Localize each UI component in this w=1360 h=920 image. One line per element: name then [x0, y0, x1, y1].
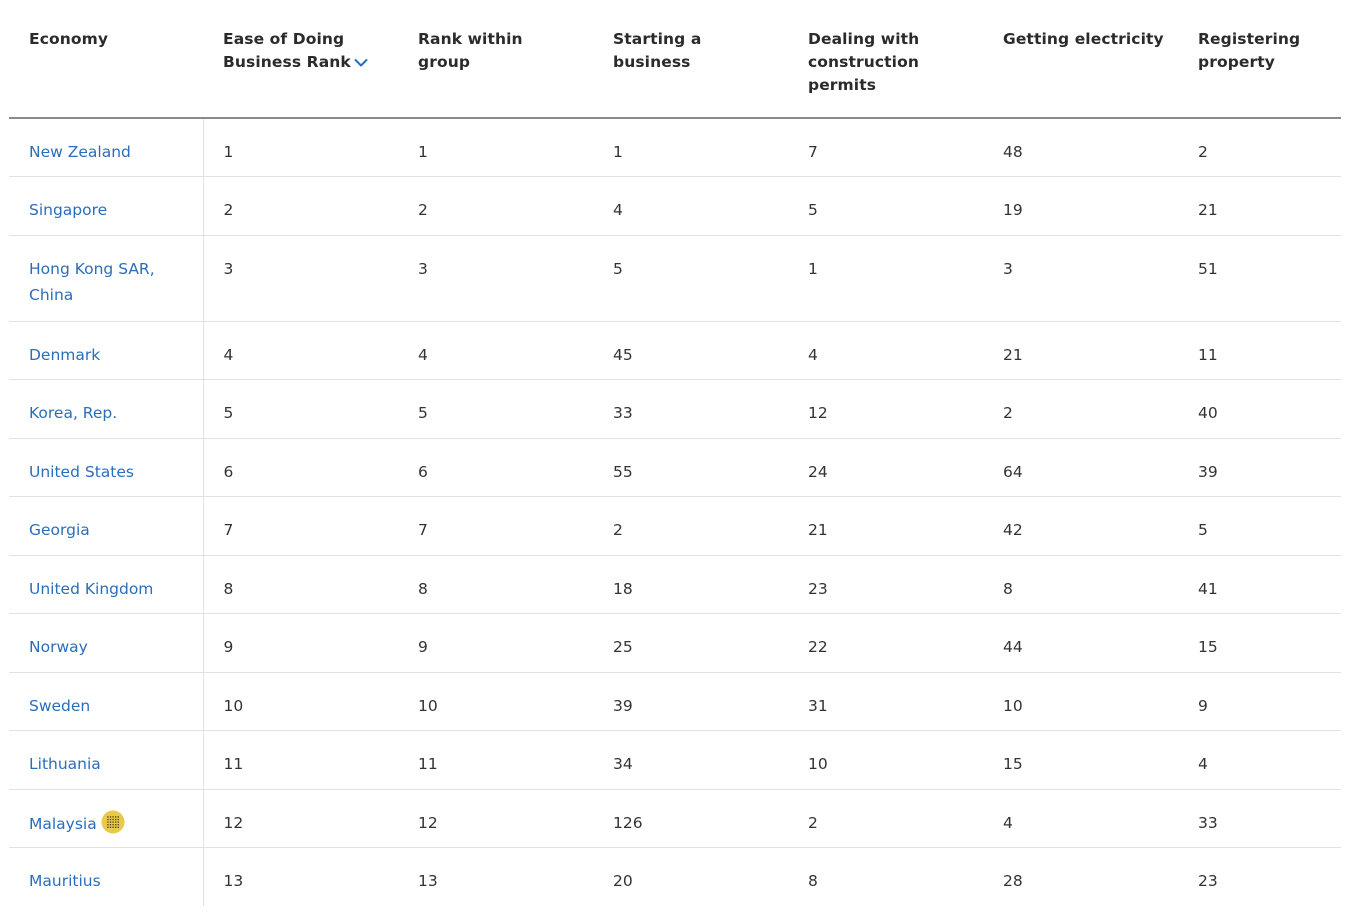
economy-link[interactable]: Singapore — [29, 201, 108, 219]
economy-cell — [9, 438, 203, 497]
rankings-table — [9, 0, 1341, 906]
value-cell: 64 — [983, 438, 1178, 497]
value-cell: 2 — [788, 789, 983, 848]
value-cell: 44 — [983, 614, 1178, 673]
economy-link[interactable]: Sweden — [29, 696, 91, 715]
header-dealing-with-construction-permits[interactable] — [788, 0, 983, 118]
table-row — [9, 118, 1341, 177]
value-cell: 2 — [398, 177, 593, 236]
value-cell: 9 — [203, 614, 398, 673]
economy-cell — [9, 789, 203, 848]
header-label-line: Ease of Doing — [223, 30, 345, 48]
value-cell: 4 — [203, 321, 398, 380]
value-cell: 42 — [983, 497, 1178, 556]
reform-badge-icon[interactable] — [101, 810, 125, 834]
chevron-down-icon[interactable] — [354, 58, 368, 68]
value-cell: 40 — [1178, 380, 1341, 439]
value-cell: 9 — [398, 614, 593, 673]
value-cell: 55 — [593, 438, 788, 497]
value-cell: 10 — [788, 731, 983, 790]
value-cell: 12 — [203, 789, 398, 848]
economy-cell — [9, 177, 203, 236]
table-row — [9, 380, 1341, 439]
header-label-line: Dealing with — [808, 30, 920, 48]
table-row — [9, 614, 1341, 673]
header-label-line: business — [613, 53, 691, 71]
economy-link[interactable]: United States — [29, 462, 134, 481]
table-header-row — [9, 0, 1341, 118]
economy-cell — [9, 848, 203, 907]
value-cell: 11 — [1178, 321, 1341, 380]
value-cell: 7 — [398, 497, 593, 556]
value-cell: 51 — [1178, 235, 1341, 321]
value-cell: 28 — [1003, 872, 1023, 890]
header-rank-within-group[interactable] — [398, 0, 593, 118]
table-row — [9, 848, 1341, 907]
economy-link[interactable]: United Kingdom — [29, 579, 154, 598]
value-cell: 126 — [593, 789, 788, 848]
value-cell: 11 — [398, 731, 593, 790]
table-row — [9, 731, 1341, 790]
header-starting-a-business[interactable] — [593, 0, 788, 118]
table-row — [9, 438, 1341, 497]
header-label-line: permits — [808, 76, 877, 94]
value-cell: 2 — [1178, 118, 1341, 177]
value-cell: 33 — [1178, 789, 1341, 848]
sort-button[interactable] — [223, 30, 368, 71]
value-cell: 25 — [593, 614, 788, 673]
value-cell: 8 — [808, 872, 818, 890]
value-cell: 10 — [983, 672, 1178, 731]
value-cell: 12 — [788, 380, 983, 439]
value-cell: 13 — [418, 872, 438, 890]
value-cell: 6 — [203, 438, 398, 497]
value-cell: 11 — [203, 731, 398, 790]
economy-link[interactable]: Malaysia — [29, 814, 97, 833]
value-cell: 3 — [983, 235, 1178, 321]
value-cell: 15 — [983, 731, 1178, 790]
header-label-line: Starting a — [613, 30, 702, 48]
value-cell: 23 — [1198, 872, 1218, 890]
value-cell: 4 — [398, 321, 593, 380]
value-cell: 7 — [788, 118, 983, 177]
value-cell: 8 — [203, 555, 398, 614]
economy-link[interactable]: Hong Kong SAR, China — [29, 259, 155, 304]
value-cell: 15 — [1178, 614, 1341, 673]
value-cell: 1 — [593, 118, 788, 177]
header-label-line: property — [1198, 53, 1275, 71]
value-cell: 5 — [1178, 497, 1341, 556]
value-cell: 4 — [1178, 731, 1341, 790]
value-cell: 33 — [593, 380, 788, 439]
header-label-line: Registering — [1198, 30, 1301, 48]
value-cell: 10 — [398, 672, 593, 731]
value-cell: 4 — [593, 177, 788, 236]
economy-link[interactable]: Mauritius — [29, 872, 101, 890]
value-cell: 1 — [398, 118, 593, 177]
value-cell: 10 — [203, 672, 398, 731]
value-cell: 3 — [398, 235, 593, 321]
value-cell: 4 — [983, 789, 1178, 848]
value-cell: 9 — [1178, 672, 1341, 731]
header-label-line: group — [418, 53, 471, 71]
table-row — [9, 555, 1341, 614]
value-cell: 34 — [593, 731, 788, 790]
header-label-line: Rank within — [418, 30, 523, 48]
value-cell: 23 — [788, 555, 983, 614]
value-cell: 24 — [788, 438, 983, 497]
value-cell: 3 — [203, 235, 398, 321]
economy-link[interactable]: New Zealand — [29, 143, 131, 161]
header-registering-property[interactable] — [1178, 0, 1341, 118]
table-row — [9, 321, 1341, 380]
value-cell: 39 — [1178, 438, 1341, 497]
value-cell: 18 — [593, 555, 788, 614]
value-cell: 5 — [593, 235, 788, 321]
value-cell: 20 — [613, 872, 633, 890]
economy-link[interactable]: Norway — [29, 638, 88, 656]
economy-cell — [9, 555, 203, 614]
header-ease-of-doing-business-rank[interactable] — [203, 0, 398, 118]
value-cell: 7 — [203, 497, 398, 556]
value-cell: 13 — [223, 872, 244, 890]
header-label-line: Business Rank — [223, 53, 351, 71]
value-cell: 21 — [788, 497, 983, 556]
economy-link[interactable]: Korea, Rep. — [29, 404, 118, 422]
economy-cell — [9, 321, 203, 380]
economy-link[interactable]: Georgia — [29, 521, 90, 539]
header-label-line: construction — [808, 53, 919, 71]
value-cell: 1 — [203, 118, 398, 177]
economy-cell — [9, 731, 203, 790]
economy-cell — [9, 235, 203, 321]
economy-cell — [9, 118, 203, 177]
value-cell: 2 — [593, 497, 788, 556]
value-cell: 8 — [398, 555, 593, 614]
table-row — [9, 497, 1341, 556]
value-cell: 12 — [398, 789, 593, 848]
economy-cell — [9, 672, 203, 731]
economy-cell — [9, 380, 203, 439]
header-getting-electricity[interactable] — [983, 0, 1178, 118]
value-cell: 2 — [203, 177, 398, 236]
value-cell: 19 — [983, 177, 1178, 236]
value-cell: 2 — [983, 380, 1178, 439]
table-row — [9, 177, 1341, 236]
value-cell: 48 — [983, 118, 1178, 177]
table-row — [9, 235, 1341, 321]
economy-link[interactable]: Denmark — [29, 345, 101, 364]
rankings-table-container — [9, 0, 1341, 906]
value-cell: 4 — [788, 321, 983, 380]
value-cell: 5 — [398, 380, 593, 439]
economy-cell — [9, 614, 203, 673]
value-cell: 8 — [983, 555, 1178, 614]
economy-cell — [9, 497, 203, 556]
table-row — [9, 789, 1341, 848]
value-cell: 39 — [593, 672, 788, 731]
table-row — [9, 672, 1341, 731]
value-cell: 5 — [203, 380, 398, 439]
value-cell: 6 — [398, 438, 593, 497]
value-cell: 41 — [1178, 555, 1341, 614]
value-cell: 21 — [983, 321, 1178, 380]
header-economy-label: Economy — [29, 30, 109, 48]
value-cell: 31 — [788, 672, 983, 731]
value-cell: 45 — [593, 321, 788, 380]
value-cell: 5 — [788, 177, 983, 236]
header-economy[interactable] — [9, 0, 203, 118]
value-cell: 21 — [1178, 177, 1341, 236]
table-body — [9, 118, 1341, 906]
value-cell: 1 — [788, 235, 983, 321]
value-cell: 22 — [788, 614, 983, 673]
economy-link[interactable]: Lithuania — [29, 755, 101, 773]
header-label-line: Getting electricity — [1003, 30, 1164, 48]
